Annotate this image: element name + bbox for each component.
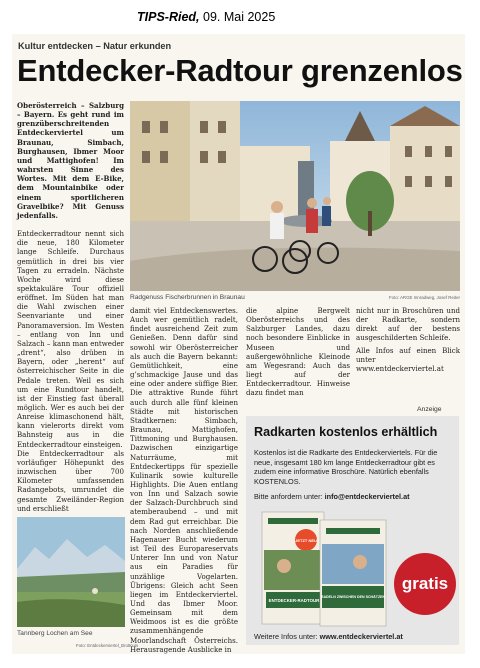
brochure2-title: RADELN ZWISCHEN DEN SCHÄTZEN [320,595,386,599]
ad-body: Kostenlos ist die Radkarte des Entdeckerviertels. Für die neue, insgesamt 180 km lange Entdeckerradtour gibt es zudem eine informative Broschüre. Natürlich ebenfalls KOSTENLOS. [254,448,438,486]
ad-order-email[interactable]: info@entdeckerviertel.at [324,492,410,501]
article-headline: Entdecker-Radtour grenzenlos [17,53,463,88]
ad-brochures [260,506,390,628]
photo2-credit: Foto: Entdeckerviertel_BrotKurs [76,643,139,648]
ad-title: Radkarten kostenlos erhältlich [254,425,438,439]
ad-box [246,416,459,645]
article-paragraph-5: nicht nur in Broschüren und der Radkarte, sondern direkt auf der bestens ausgeschilderten Schleife. [356,306,460,343]
photo-fischerbrunnen-image [130,101,460,291]
column-2 [130,306,238,654]
column-1 [17,101,124,513]
publication-name: TIPS-Ried, [137,10,200,24]
ad-footer-line [254,632,403,641]
photo-fischerbrunnen [130,101,460,291]
source-line [0,0,480,30]
article-paragraph-2: Die Entdeckerradtour als vorläufiger Höhepunkt des inzwischen über 700 Kilometer umfassenden Radangebots, umrundet die gesamte Zweiländer-Region und erschließt [17,448,124,513]
photo-tannberg-image [17,517,125,627]
article-lead: Oberösterreich – Salzburg – Bayern. Es geht rund im grenzüberschreitenden Entdeckerviertel um Braunau, Simbach, Burghausen, Ibmer Moor und Mattighofen! Im wahrsten Sinne des Wortes. Mit dem E-Bike, dem Mountainbike oder einem sportlicheren Gravelbike? Mit Genuss jedenfalls. [17,101,124,220]
column-4 [356,306,460,373]
anzeige-label: Anzeige [417,406,442,413]
publication-date: 09. Mai 2025 [203,10,276,24]
brochure-entdecker-radtour [262,512,324,624]
ad-order-line [254,492,410,501]
article-paragraph-1: Entdeckerradtour nennt sich die neue, 180 Kilometer lange Schleife. Durchaus gemütlich in drei bis vier Tagen zu erradeln. Nächste Woche wird diese spektakuläre Tour offiziell eröffnet. Im Süden hat man die Wahl zwischen einer Seenvariante und einer Panoramaversion. Im Westen – entlang von Inn und Salzach – kann man entweder „drent“, also drüben in Bayern, oder „herent“ auf österreichischer Seite in die Pedale treten. Weil es sich um eine Rundtour handelt, ist der Einstieg fast überall möglich. Wer es auch bei der Anreise klimaschonend hält, kann vielerorts direkt vom Bahnsteig aus in die Entdeckerradtour einsteigen. [17,229,124,449]
photo1-caption: Radgenuss Fischerbrunnen in Braunau [130,294,245,301]
article-kicker: Kultur entdecken – Natur erkunden [18,41,172,51]
brochure-radkarte [320,520,386,626]
article-paragraph-6: Alle Infos auf einen Blick unter www.entdeckerviertel.at [356,345,460,373]
photo2-caption: Tannberg Lochen am See [17,630,93,637]
ad-footer-url[interactable]: www.entdeckerviertel.at [319,632,403,641]
brochure1-title: ENTDECKER-RADTOUR [268,598,320,603]
ad-order-label: Bitte anfordern unter: [254,492,325,501]
source-text [137,10,275,24]
article-paragraph-4: die alpine Bergwelt Oberösterreichs und des Salzburger Landes, dazu noch besondere Einblicke in Museen und außergewöhnliche Kleinode am Wegesrand: Auch das liegt auf der Entdeckerradtour. Hinweise dazu findet man [246,306,350,398]
column-3 [246,306,350,398]
brochure1-sticker: JETZT NEU [295,538,317,543]
gratis-badge: gratis [394,553,456,615]
photo-tannberg [17,517,125,627]
photo1-credit: Foto: ARGE Innradweg, Josef Reiter [389,295,461,300]
article-paragraph-3: damit viel Entdeckenswertes. Auch wer gemütlich radelt, findet ausreichend Zeit zum Genießen. Denn dafür sind sowohl wir Oberösterreicher als auch die Bayern bekannt: Gemütlichkeit, eine g’schmackige Jause und das eine oder andere süffige Bier. Die attraktive Runde führt auch durch alle fünf kleinen Städte mit historischen Stadtkernen: Simbach, Braunau, Mattighofen, Tittmoning und Burghausen. Dazwischen einzigartige Naturräume, mit Entdeckertipps für spezielle Kulinarik sowie kulturelle Highlights. Die Auen entlang von Inn und Salzach sowie der Salzach-Durchbruch sind atemberaubend – und mit dem Rad gut erreichbar. Die nach Norden anschließende Hagenauer Bucht wiederum ist Teil des Europareservats Unterer Inn und von Natur aus ein Paradies für unzählige Vogelarten. Übrigens: Gleich acht Seen liegen im Entdeckerviertel. Und das Ibmer Moor. Gemeinsam mit dem Weidmoos ist es die größte zusammenhängende Moorlandschaft Österreichs. Herausragende Ausblicke in [130,306,238,654]
ad-footer-label: Weitere Infos unter: [254,632,320,641]
